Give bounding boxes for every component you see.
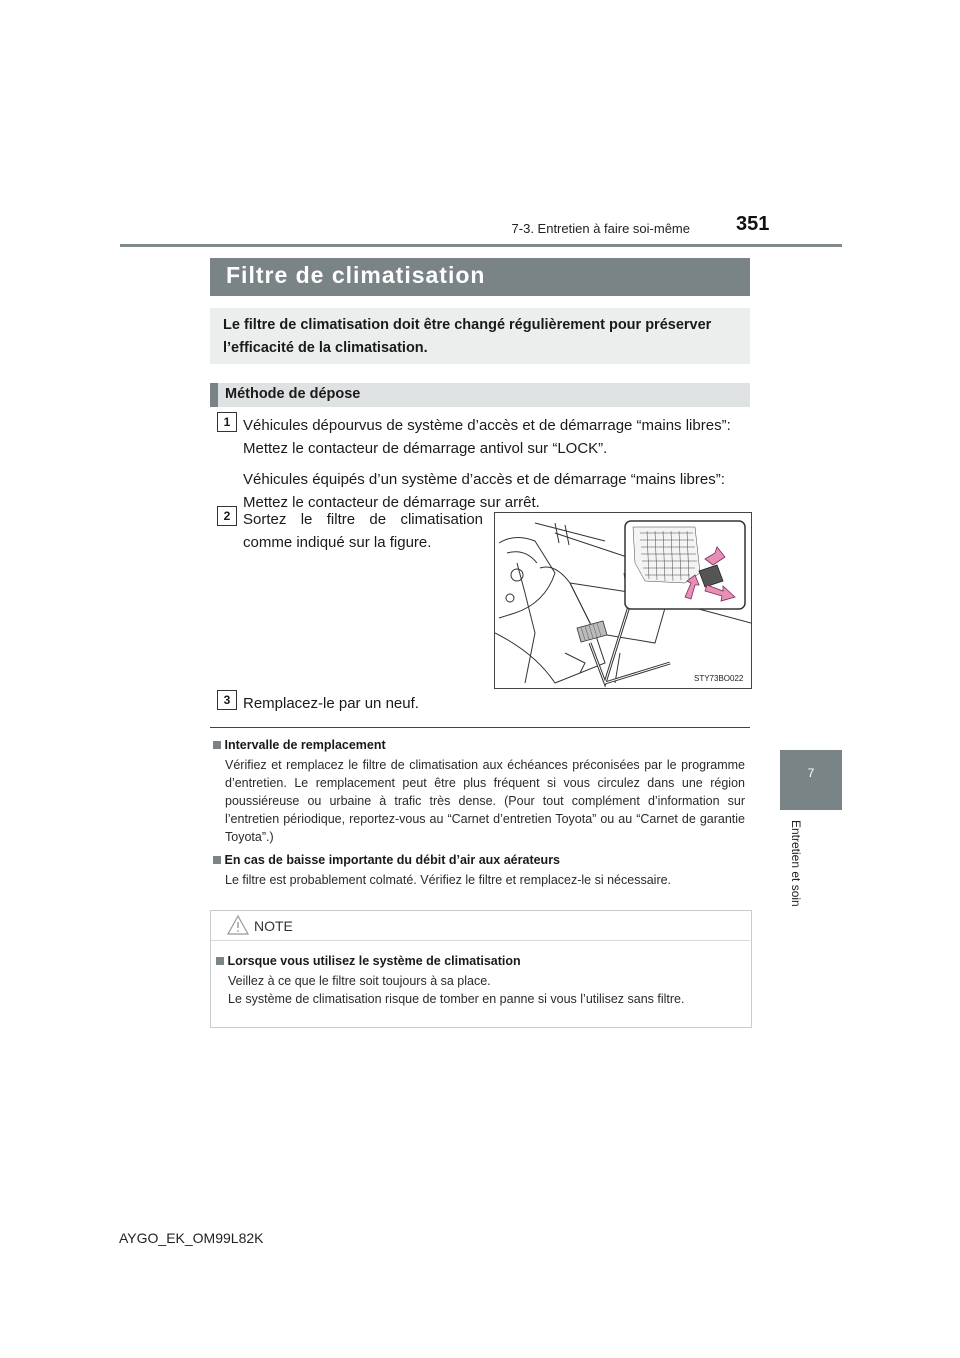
header-rule [120,244,842,247]
step-1-line-2: Mettez le contacteur de démarrage antivol sur “LOCK”. [243,440,608,457]
page-number: 351 [736,213,770,235]
note-2-body: Le filtre est probablement colmaté. Vérifiez le filtre et remplacez-le si nécessaire. [225,873,672,887]
note-airflow-drop [213,853,745,889]
note-1-body: Vérifiez et remplacez le filtre de climatisation aux échéances préconisées par le programme d’entretien. Le remplacement peut être plus fréquent si vous circulez dans une région poussiéreuse ou urbaine à trafic très dense. (Pour tout complément d’information sur l’entretien périodique, reportez-vous au “Carnet d’entretien Toyota” ou au “Carnet de garantie Toyota”.) [225,758,745,844]
step-2-line-2: comme indiqué sur la figure. [243,534,432,551]
caution-line-1: Veillez à ce que le filtre soit toujours à sa place. [228,974,491,988]
caution-heading-text: Lorsque vous utilisez le système de climatisation [227,954,521,968]
figure-caption: STY73BO022 [694,674,744,683]
step-number-2: 2 [217,506,237,526]
step-2-line-1: Sortez le filtre de climatisation [243,511,483,528]
note-1-heading-text: Intervalle de remplacement [224,738,386,752]
step-number-1: 1 [217,412,237,432]
document-code: AYGO_EK_OM99L82K [119,1230,264,1246]
step-1-line-3: Véhicules équipés d’un système d’accès et de démarrage “mains libres”: [243,471,725,488]
filter-removal-figure [494,512,752,689]
notes-rule [210,727,750,728]
chapter-number: 7 [807,766,815,780]
note-2-heading [213,853,745,867]
step-number-3: 3 [217,690,237,710]
bullet-square-icon [213,741,221,749]
step-1-line-1: Véhicules dépourvus de système d’accès et de démarrage “mains libres”: [243,417,731,434]
warning-triangle-icon [226,914,250,936]
chapter-tab [780,750,842,810]
note-2-heading-text: En cas de baisse importante du débit d’air aux aérateurs [224,853,561,867]
section-heading: 7-3. Entretien à faire soi-même [511,221,690,236]
note-replacement-interval [213,738,745,846]
step-1-line-4: Mettez le contacteur de démarrage sur arrêt. [243,494,540,511]
caution-note-content [216,954,744,1008]
page-title: Filtre de climatisation [226,262,486,288]
caution-heading [216,954,744,968]
intro-text: Le filtre de climatisation doit être changé régulièrement pour préserver l’efficacité de la climatisation. [223,317,712,356]
caution-line-2: Le système de climatisation risque de tomber en panne si vous l’utilisez sans filtre. [228,992,685,1006]
note-1-heading [213,738,745,752]
note-label: NOTE [254,918,293,934]
bullet-square-icon [216,957,224,965]
subsection-accent [210,383,218,407]
step-2-text [243,508,483,554]
subsection-title: Méthode de dépose [225,386,361,402]
chapter-label [789,820,805,930]
chapter-label-text: Entretien et soin [789,820,803,907]
step-1-text [243,414,753,514]
step-3-text: Remplacez-le par un neuf. [243,695,419,712]
bullet-square-icon [213,856,221,864]
dashboard-illustration [495,513,751,688]
